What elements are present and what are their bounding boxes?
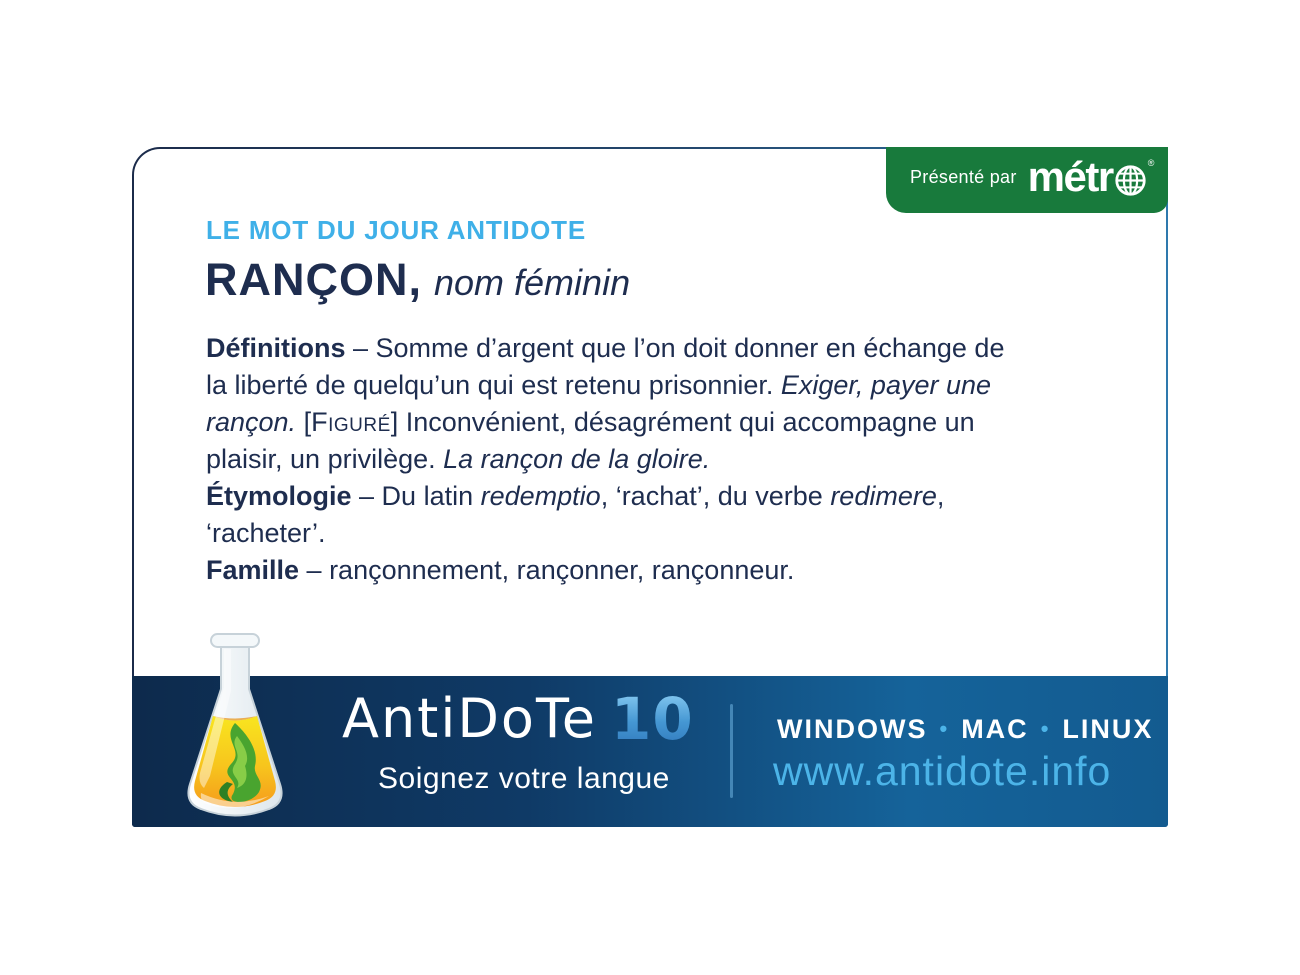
definitions-example: rançon.: [206, 407, 297, 437]
word-title: RANÇON,: [205, 254, 422, 305]
family-text: – rançonnement, rançonner, rançonneur.: [299, 555, 795, 585]
headline: [205, 255, 630, 316]
definitions-text: plaisir, un privilège.: [206, 444, 444, 474]
metro-globe-icon: [1114, 164, 1147, 197]
etymology-text: ‘racheter’.: [206, 518, 326, 548]
antidote-logo: [342, 685, 694, 753]
metro-logo: métr: [1027, 153, 1113, 200]
registered-mark: ®: [1147, 158, 1155, 168]
antidote-version: 10: [611, 685, 694, 753]
antidote-url-link[interactable]: www.antidote.info: [773, 748, 1112, 794]
family-label: Famille: [206, 555, 300, 585]
dot-separator-icon: •: [939, 716, 950, 741]
etymology-paragraph: [206, 478, 1156, 552]
definitions-example: La rançon de la gloire.: [443, 444, 711, 474]
etymology-label: Étymologie: [206, 481, 352, 511]
antidote-wordmark: AntiDoTe: [342, 687, 597, 750]
etymology-text: – Du latin: [351, 481, 481, 511]
definitions-label: Définitions: [206, 333, 346, 363]
figure-tag: Figuré: [311, 407, 391, 437]
definitions-example: Exiger, payer une: [780, 370, 992, 400]
entry-text: [206, 330, 1156, 589]
presenter-label: Présenté par: [910, 166, 1017, 187]
antidote-tagline: Soignez votre langue: [378, 762, 670, 795]
card-body: [134, 149, 1166, 825]
platform-mac: MAC: [961, 714, 1029, 744]
definitions-text: la liberté de quelqu’un qui est retenu prisonnier.: [206, 370, 781, 400]
definitions-text: [: [296, 407, 312, 437]
platform-windows: WINDOWS: [777, 714, 928, 744]
antidote-flask-icon: [174, 633, 296, 819]
platform-linux: LINUX: [1062, 714, 1154, 744]
presenter-badge: [886, 147, 1168, 213]
definitions-text: – Somme d’argent que l’on doit donner en échange de: [345, 333, 1005, 363]
etymology-latin: redimere: [830, 481, 937, 511]
word-of-day-label: LE MOT DU JOUR ANTIDOTE: [206, 215, 586, 245]
etymology-text: ,: [936, 481, 945, 511]
definitions-text: ] Inconvénient, désagrément qui accompagne un: [390, 407, 975, 437]
definitions-paragraph: [206, 330, 1156, 478]
footer-divider: [730, 704, 733, 798]
word-gender: nom féminin: [434, 262, 631, 303]
word-of-day-card: [132, 147, 1168, 827]
etymology-latin: redemptio: [480, 481, 601, 511]
etymology-text: , ‘rachat’, du verbe: [600, 481, 831, 511]
dot-separator-icon: •: [1040, 716, 1051, 741]
platforms-list: [777, 714, 1153, 745]
family-paragraph: [206, 552, 1156, 589]
